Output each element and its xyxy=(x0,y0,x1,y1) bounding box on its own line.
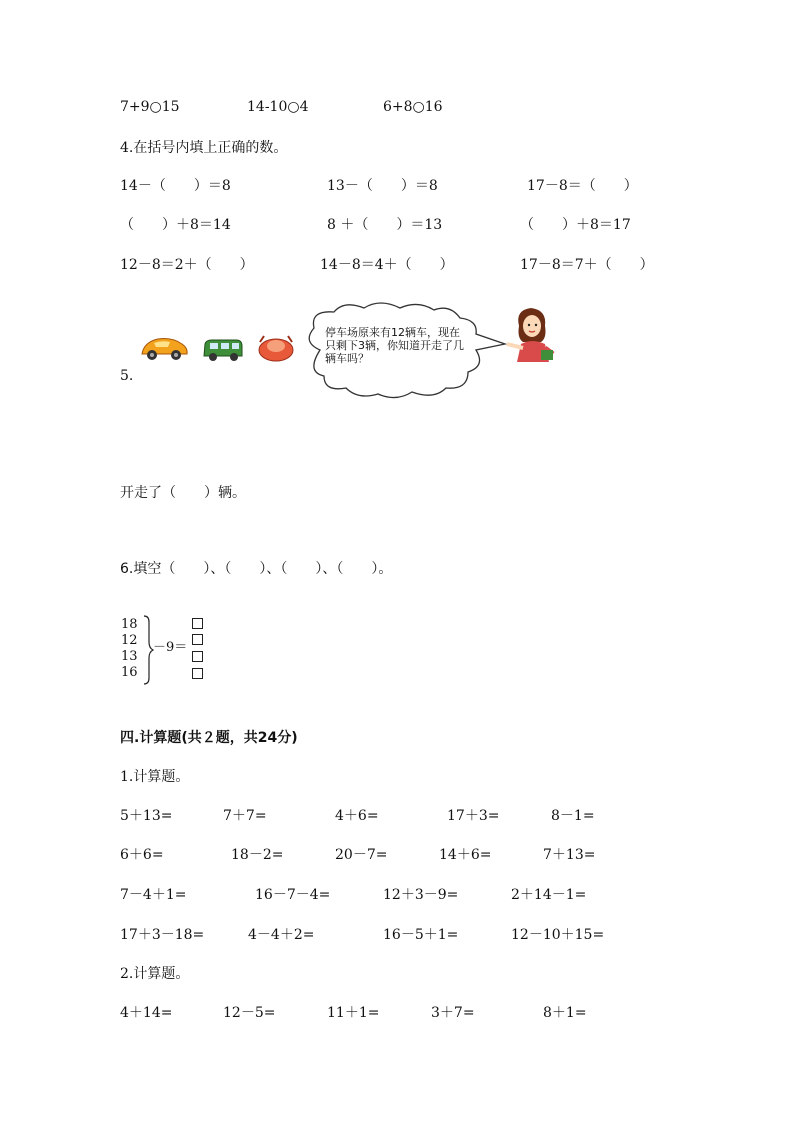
q4-r3c2: 14－8＝4＋（ ） xyxy=(320,257,454,273)
calc1-r2c4: 14＋6= xyxy=(439,847,492,863)
answer-box-1[interactable] xyxy=(192,618,203,629)
compare-item-1: 7+9○15 xyxy=(120,99,180,115)
calc1-r2c2: 18－2= xyxy=(231,847,284,863)
calc2-c1: 4＋14= xyxy=(120,1005,173,1021)
q4-r1c2: 13－（ ）＝8 xyxy=(327,178,438,194)
q6-operator: －9＝ xyxy=(153,640,188,655)
calc1-r2c3: 20－7= xyxy=(335,847,388,863)
speech-text: 停车场原来有12辆车，现在只剩下3辆，你知道开走了几辆车吗？ xyxy=(325,326,464,365)
calc1-r1c2: 7＋7= xyxy=(223,808,267,824)
calc1-r2c1: 6＋6= xyxy=(120,847,164,863)
calc1-r4c4: 12－10＋15= xyxy=(511,927,605,943)
calc1-r3c3: 12＋3－9= xyxy=(383,887,459,903)
answer-box-3[interactable] xyxy=(192,651,203,662)
calc1-title: 1.计算题。 xyxy=(120,769,190,785)
q6-number-16: 16 xyxy=(121,665,138,680)
calc1-r3c4: 2＋14－1= xyxy=(511,887,587,903)
answer-box-4[interactable] xyxy=(192,668,203,679)
q4-r3c1: 12－8＝2＋（ ） xyxy=(120,257,254,273)
q4-r2c1: （ ）＋8＝14 xyxy=(120,217,231,233)
compare-item-3: 6+8○16 xyxy=(383,99,443,115)
calc2-title: 2.计算题。 xyxy=(120,966,190,982)
q4-r1c1: 14－（ ）＝8 xyxy=(120,178,231,194)
q4-r2c3: （ ）＋8＝17 xyxy=(520,217,631,233)
q6-title: 6.填空（ ）、（ ）、（ ）、（ ）。 xyxy=(120,561,393,577)
red-toy-icon xyxy=(256,332,296,362)
q4-title: 4.在括号内填上正确的数。 xyxy=(120,140,288,156)
section4-heading: 四.计算题(共２题，共24分) xyxy=(120,730,298,746)
calc1-r2c5: 7＋13= xyxy=(543,847,596,863)
orange-car-icon xyxy=(138,334,190,362)
calc1-r3c1: 7－4＋1= xyxy=(120,887,187,903)
calc2-c2: 12－5= xyxy=(223,1005,276,1021)
compare-item-2: 14-10○4 xyxy=(247,99,309,115)
q4-r2c2: 8 ＋（ ）＝13 xyxy=(327,217,443,233)
calc1-r1c1: 5＋13= xyxy=(120,808,173,824)
q6-number-13: 13 xyxy=(121,649,138,664)
calc2-c5: 8＋1= xyxy=(543,1005,587,1021)
calc2-c3: 11＋1= xyxy=(327,1005,380,1021)
calc1-r4c1: 17＋3－18= xyxy=(120,927,205,943)
calc1-r1c4: 17＋3= xyxy=(447,808,500,824)
q6-number-18: 18 xyxy=(121,617,138,632)
calc1-r4c2: 4－4＋2= xyxy=(248,927,315,943)
calc1-r4c3: 16－5＋1= xyxy=(383,927,459,943)
green-van-icon xyxy=(202,338,244,362)
girl-icon xyxy=(505,304,557,364)
q4-r3c3: 17－8＝7＋（ ） xyxy=(520,257,654,273)
calc1-r1c3: 4＋6= xyxy=(335,808,379,824)
q4-r1c3: 17－8＝（ ） xyxy=(527,178,638,194)
answer-box-2[interactable] xyxy=(192,634,203,645)
calc1-r1c5: 8－1= xyxy=(551,808,595,824)
calc1-r3c2: 16－7－4= xyxy=(255,887,331,903)
q5-number: 5. xyxy=(120,368,134,384)
calc2-c4: 3＋7= xyxy=(431,1005,475,1021)
q5-answer: 开走了（ ）辆。 xyxy=(120,485,246,501)
q6-number-12: 12 xyxy=(121,633,138,648)
